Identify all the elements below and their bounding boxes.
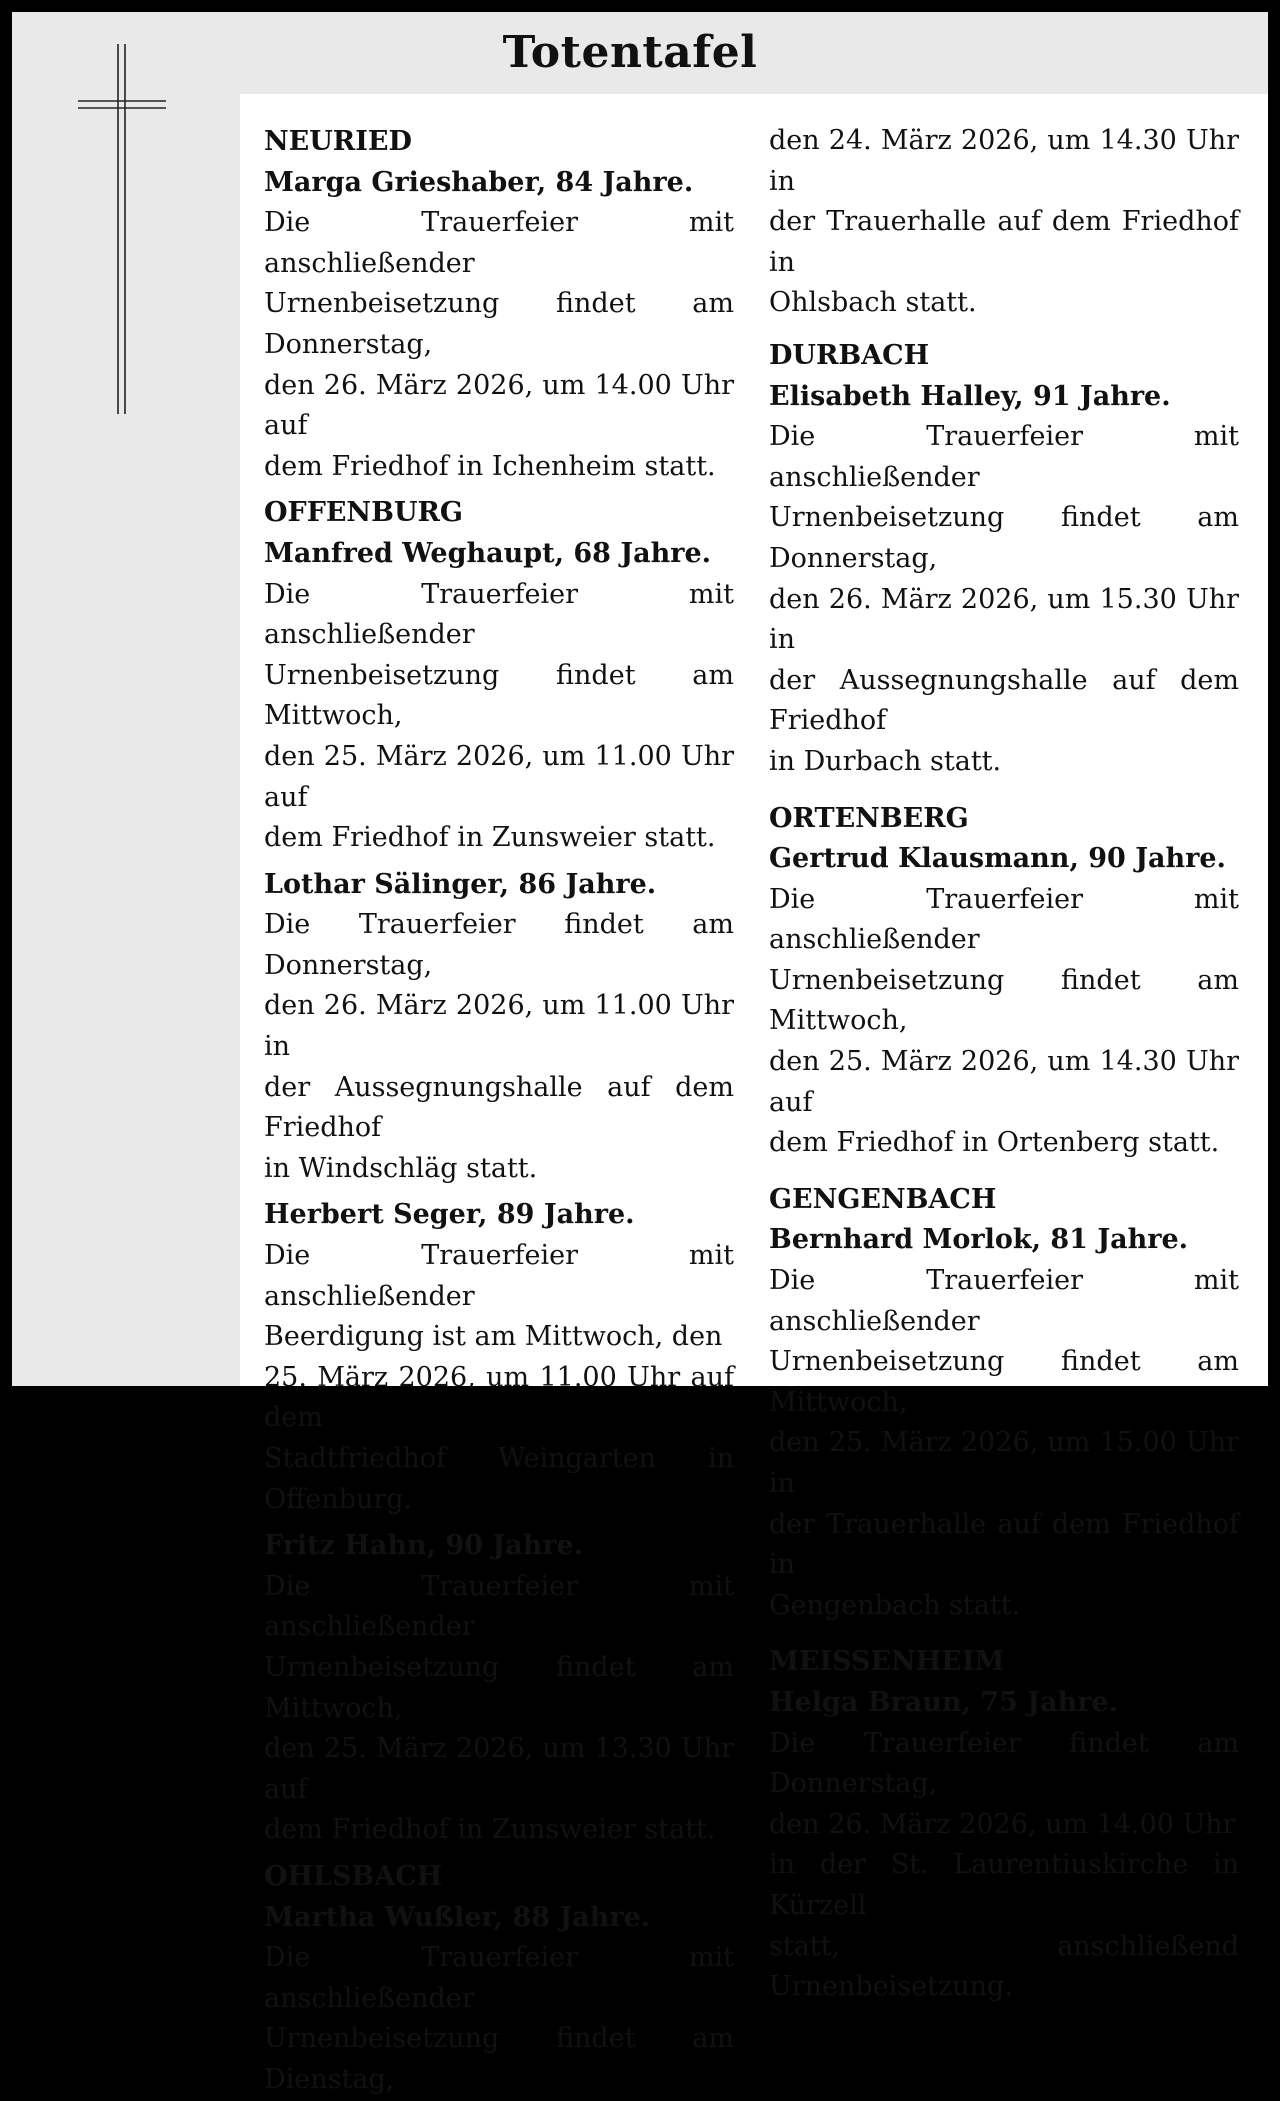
notice-entry [769, 1642, 1239, 2007]
town-heading: NEURIED [264, 126, 412, 157]
deceased-name: Gertrud Klausmann, 90 Jahre. [769, 843, 1226, 875]
ceremony-line: Urnenbeisetzung findet am Mittwoch, [264, 659, 734, 732]
ceremony-line: den 26. März 2026, um 14.00 Uhr auf [264, 369, 734, 442]
ceremony-line: Die Trauerfeier findet am Donnerstag, [769, 1727, 1239, 1800]
town-heading: DURBACH [769, 339, 930, 371]
town-heading: MEISSENHEIM [769, 1646, 1005, 1678]
ceremony-line: dem Friedhof in Zunsweier statt. [264, 1814, 716, 1846]
notice-entry [264, 1195, 734, 1520]
ceremony-line: Die Trauerfeier mit anschließender [264, 578, 734, 651]
notice-entry-continued [769, 121, 1239, 324]
ceremony-line: Urnenbeisetzung findet am Mittwoch, [769, 964, 1239, 1037]
ceremony-line: den 25. März 2026, um 14.30 Uhr auf [769, 1046, 1239, 1118]
ceremony-line: der Aussegnungshalle auf dem Friedhof [264, 1071, 734, 1144]
ceremony-line: dem Friedhof in Ichenheim statt. [264, 450, 716, 482]
notice-entry [769, 1180, 1239, 1627]
deceased-name: Martha Wußler, 88 Jahre. [264, 1901, 651, 1933]
ceremony-line: Die Trauerfeier mit anschließender [769, 883, 1239, 956]
ceremony-line: Urnenbeisetzung findet am Donnerstag, [769, 502, 1239, 574]
ceremony-line: den 24. März 2026, um 14.30 Uhr in [769, 125, 1239, 197]
notice-entry [264, 1526, 734, 1851]
ceremony-line: den 25. März 2026, um 13.30 Uhr auf [264, 1733, 734, 1805]
ceremony-line: in der St. Laurentiuskirche in Kürzell [769, 1849, 1239, 1921]
ceremony-line: den 26. März 2026, um 14.00 Uhr [769, 1808, 1236, 1840]
ceremony-line: der Aussegnungshalle auf dem Friedhof [769, 664, 1239, 737]
notice-entry [264, 493, 734, 858]
cross-icon [78, 44, 168, 414]
ceremony-line: statt, anschließend Urnenbeisetzung. [769, 1930, 1239, 2003]
ceremony-line: Ohlsbach statt. [769, 287, 977, 319]
ceremony-line: Die Trauerfeier mit anschließender [264, 1570, 734, 1643]
town-heading: OHLSBACH [264, 1860, 443, 1892]
ceremony-line: Stadtfriedhof Weingarten in Offenburg. [264, 1443, 734, 1515]
notice-content [240, 94, 1268, 2095]
ceremony-line: in Durbach statt. [769, 745, 1002, 777]
town-heading: GENGENBACH [769, 1183, 997, 1215]
ceremony-line: Die Trauerfeier mit anschließender [264, 1942, 734, 2014]
ceremony-line: den 26. März 2026, um 15.30 Uhr in [769, 583, 1239, 656]
deceased-name: Herbert Seger, 89 Jahre. [264, 1199, 635, 1231]
notice-entry [264, 122, 734, 487]
obituary-board [12, 12, 1268, 2095]
deceased-name: Manfred Weghaupt, 68 Jahre. [264, 537, 712, 569]
notice-entry [264, 1857, 734, 2101]
left-column [264, 122, 734, 2101]
right-column [769, 121, 1239, 2008]
ceremony-line: Die Trauerfeier mit anschließender [264, 1240, 734, 1312]
ceremony-line: der Trauerhalle auf dem Friedhof in [769, 1508, 1239, 1581]
town-heading: ORTENBERG [769, 802, 969, 834]
deceased-name: Elisabeth Halley, 91 Jahre. [769, 380, 1171, 412]
ceremony-line: Die Trauerfeier findet am Donnerstag, [264, 909, 734, 981]
deceased-name: Helga Braun, 75 Jahre. [769, 1686, 1118, 1718]
deceased-name: Bernhard Morlok, 81 Jahre. [769, 1224, 1189, 1256]
ceremony-line: 25. März 2026, um 11.00 Uhr auf dem [264, 1361, 734, 1434]
ceremony-line: den 26. März 2026, um 11.00 Uhr in [264, 990, 734, 1063]
ceremony-line: Die Trauerfeier mit anschließender [264, 207, 734, 279]
ceremony-line: Beerdigung ist am Mittwoch, den [264, 1321, 723, 1353]
ceremony-line: Urnenbeisetzung findet am Dienstag, [264, 2023, 734, 2095]
ceremony-line: den 25. März 2026, um 15.00 Uhr in [769, 1427, 1239, 1499]
ceremony-line: dem Friedhof in Ortenberg statt. [769, 1127, 1220, 1159]
notice-entry [264, 865, 734, 1190]
town-heading: OFFENBURG [264, 497, 463, 529]
deceased-name: Lothar Sälinger, 86 Jahre. [264, 868, 657, 900]
ceremony-line: Gengenbach statt. [769, 1589, 1021, 1621]
ceremony-line: Die Trauerfeier mit anschließender [769, 421, 1239, 493]
page-title: Totentafel [502, 27, 758, 78]
notice-entry [769, 799, 1239, 1164]
deceased-name: Marga Grieshaber, 84 Jahre. [264, 166, 694, 198]
deceased-name: Fritz Hahn, 90 Jahre. [264, 1530, 584, 1562]
ceremony-line: den 25. März 2026, um 11.00 Uhr auf [264, 740, 734, 813]
ceremony-line: in Windschläg statt. [264, 1152, 538, 1184]
ceremony-line: Urnenbeisetzung findet am Mittwoch, [769, 1346, 1239, 1418]
ceremony-line: der Trauerhalle auf dem Friedhof in [769, 206, 1239, 278]
ceremony-line: dem Friedhof in Zunsweier statt. [264, 822, 716, 854]
notice-entry [769, 336, 1239, 783]
ceremony-line: Die Trauerfeier mit anschließender [769, 1265, 1239, 1337]
ceremony-line: Urnenbeisetzung findet am Donnerstag, [264, 288, 734, 360]
ceremony-line: Urnenbeisetzung findet am Mittwoch, [264, 1651, 734, 1724]
